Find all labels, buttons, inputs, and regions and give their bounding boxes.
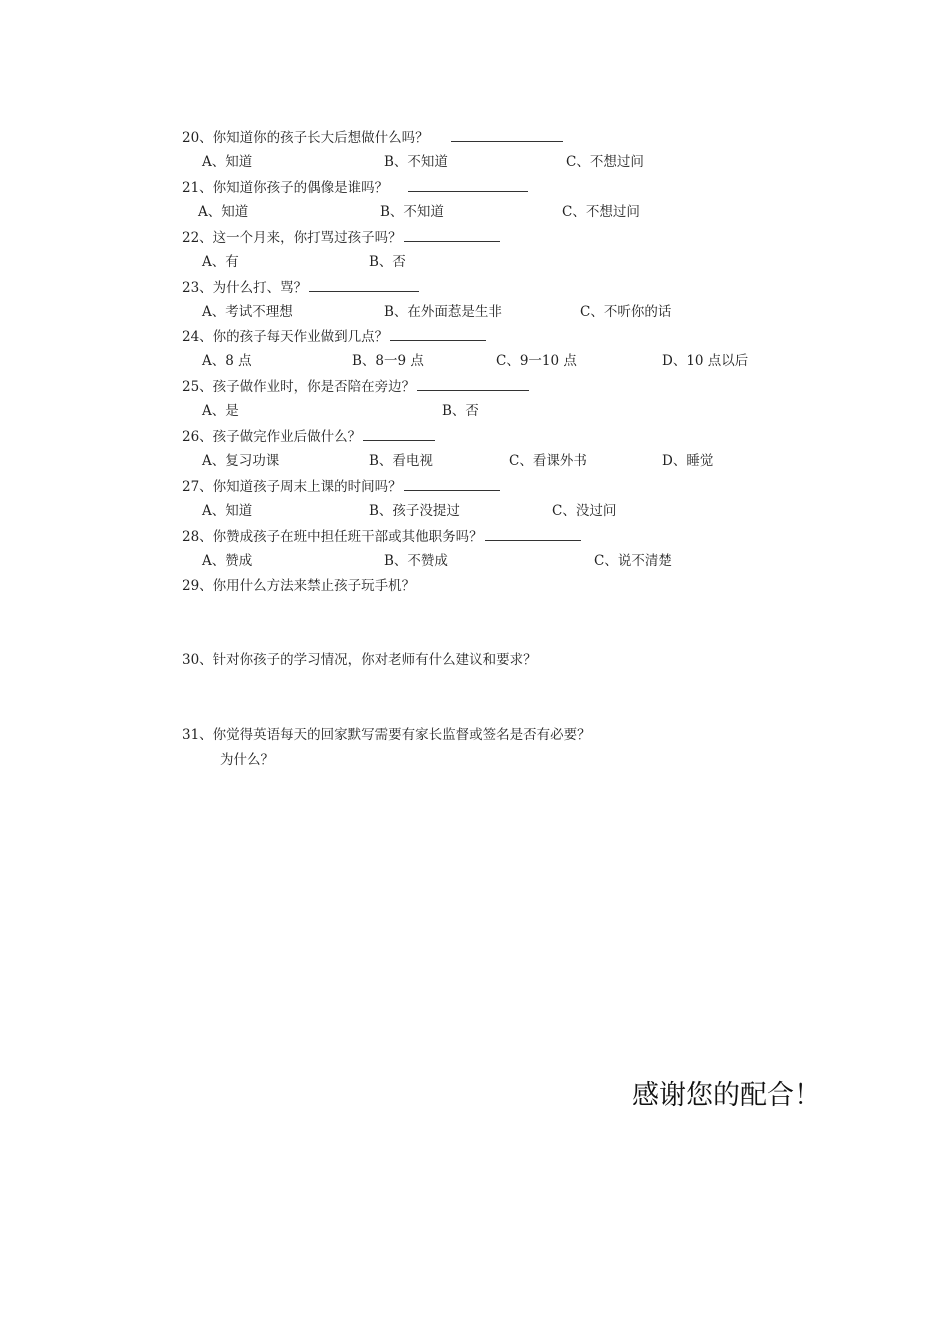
question-28 [182,527,581,546]
question-text: 21、你知道你孩子的偶像是谁吗？ [182,180,389,196]
question-text: 25、孩子做作业时，你是否陪在旁边？ [182,379,416,395]
option[interactable]: A、知道 [198,204,249,220]
answer-blank[interactable] [363,427,435,441]
answer-blank[interactable] [408,178,528,192]
question-29 [182,577,415,595]
option[interactable]: D、睡觉 [662,453,714,469]
option[interactable]: A、知道 [202,154,253,170]
option[interactable]: B、不知道 [384,154,448,170]
answer-blank[interactable] [485,527,581,541]
question-21 [182,178,528,197]
option[interactable]: C、没过问 [552,503,617,519]
option[interactable]: A、考试不理想 [202,304,293,320]
option[interactable]: C、9一10 点 [496,353,577,369]
option[interactable]: B、在外面惹是生非 [384,304,502,320]
option[interactable]: C、看课外书 [509,453,587,469]
answer-blank[interactable] [309,278,419,292]
question-31-followup: 为什么？ [220,752,274,768]
option[interactable]: B、看电视 [369,453,433,469]
option[interactable]: C、不想过问 [562,204,640,220]
question-text: 31、你觉得英语每天的回家默写需要有家长监督或签名是否有必要？ [182,727,591,743]
question-text: 27、你知道孩子周末上课的时间吗？ [182,479,402,495]
option[interactable]: A、复习功课 [202,453,280,469]
option[interactable]: D、10 点以后 [662,353,749,369]
option[interactable]: B、否 [369,254,406,270]
option[interactable]: B、不知道 [380,204,444,220]
option[interactable]: B、不赞成 [384,553,448,569]
option[interactable]: B、8一9 点 [352,353,424,369]
question-text: 22、这一个月来，你打骂过孩子吗？ [182,230,402,246]
option[interactable]: A、是 [202,403,239,419]
answer-blank[interactable] [451,128,563,142]
option[interactable]: B、否 [442,403,479,419]
question-text: 29、你用什么方法来禁止孩子玩手机？ [182,578,416,594]
answer-blank[interactable] [390,327,486,341]
question-25 [182,377,529,396]
option[interactable]: A、有 [202,254,239,270]
option[interactable]: B、孩子没提过 [369,503,460,519]
option[interactable]: A、8 点 [202,353,252,369]
question-text: 28、你赞成孩子在班中担任班干部或其他职务吗？ [182,529,483,545]
question-text: 23、为什么打、骂？ [182,280,308,296]
answer-blank[interactable] [404,228,500,242]
option[interactable]: C、不想过问 [566,154,644,170]
question-30 [182,651,537,669]
answer-blank[interactable] [417,377,529,391]
option[interactable]: C、不听你的话 [580,304,672,320]
question-23 [182,278,419,297]
question-24 [182,327,486,346]
option[interactable]: A、知道 [202,503,253,519]
question-22 [182,228,500,247]
question-31 [182,726,591,744]
option[interactable]: A、赞成 [202,553,253,569]
question-text: 24、你的孩子每天作业做到几点？ [182,329,389,345]
thanks-message: 感谢您的配合！ [632,1080,821,1111]
question-27 [182,477,500,496]
question-26 [182,427,435,446]
question-text: 20、你知道你的孩子长大后想做什么吗？ [182,130,429,146]
option[interactable]: C、说不清楚 [594,553,672,569]
question-text: 30、针对你孩子的学习情况，你对老师有什么建议和要求？ [182,652,537,668]
answer-blank[interactable] [404,477,500,491]
question-text: 26、孩子做完作业后做什么？ [182,429,362,445]
question-20 [182,128,563,147]
